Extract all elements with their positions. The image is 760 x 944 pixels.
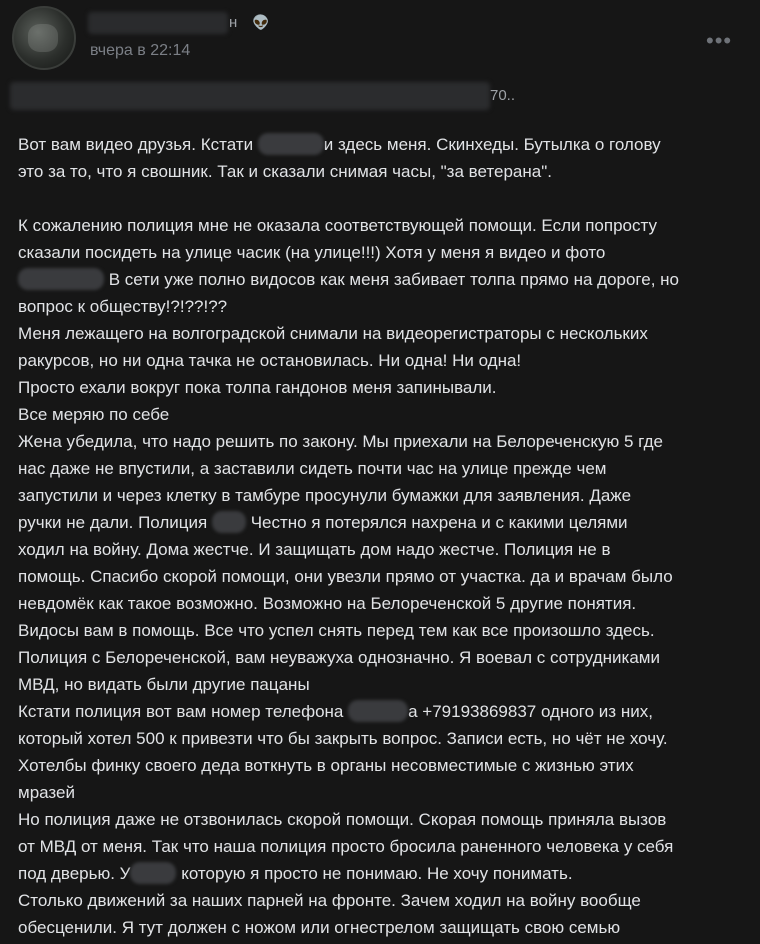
text-segment: и здесь меня. Скинхеды. Бутылка о голову — [323, 135, 661, 154]
author-avatar[interactable] — [12, 6, 76, 70]
text-line: Все меряю по себе — [18, 405, 170, 424]
text-line: сказали посидеть на улице часик (на улице!!!) Хотя у меня я видео и фото — [18, 243, 606, 262]
text-line: Просто ехали вокруг пока толпа гандонов меня запинывали. — [18, 378, 497, 397]
text-line: Меня лежащего на волгоградской снимали на видеорегистраторы с нескольких — [18, 324, 648, 343]
text-segment: Честно я потерялся нахрена и с какими целями — [250, 513, 628, 532]
text-segment: которую я просто не понимаю. Не хочу понимать. — [181, 864, 573, 883]
text-line: Жена убедила, что надо решить по закону. Мы приехали на Белореченскую 5 где — [18, 432, 663, 451]
text-line: К сожалению полиция мне не оказала соответствующей помощи. Если попросту — [18, 216, 657, 235]
post-timestamp[interactable]: вчера в 22:14 — [90, 42, 191, 59]
text-line: Но полиция даже не отзвонилась скорой помощи. Скорая помощь приняла вызов — [18, 810, 667, 829]
text-line: это за то, что я свошник. Так и сказали снимая часы, "за ветерана". — [18, 162, 552, 181]
redaction-blur — [258, 133, 324, 155]
text-line: МВД, но видать были другие пацаны — [18, 675, 310, 694]
text-segment: под дверью. У — [18, 864, 131, 883]
more-options-icon[interactable]: ••• — [706, 28, 733, 53]
paragraph-gap — [18, 185, 750, 212]
author-name-suffix[interactable]: н — [229, 14, 238, 31]
text-line: невдомёк как такое возможно. Возможно на Белореченской 5 другие понятия. — [18, 594, 637, 613]
text-segment: а +79193869837 одного из них, — [408, 702, 653, 721]
redaction-blur — [130, 862, 176, 884]
text-line — [18, 860, 750, 887]
text-line: мразей — [18, 783, 75, 802]
text-line: нас даже не впустили, а заставили сидеть почти час на улице прежде чем — [18, 459, 607, 478]
text-line: помощь. Спасибо скорой помощи, они увезли прямо от участка. да и врачам было — [18, 567, 673, 586]
redaction-blur — [212, 511, 246, 533]
text-line: обесценили. Я тут должен с ножом или огнестрелом защищать свою семью — [18, 918, 621, 937]
text-line: Хотелбы финку своего деда воткнуть в органы несовместимые с жизнью этих — [18, 756, 634, 775]
text-line: ходил на войну. Дома жестче. И защищать дом надо жестче. Полиция не в — [18, 540, 611, 559]
text-line: Видосы вам в помощь. Все что успел снять перед тем как все произошло здесь. — [18, 621, 655, 640]
text-line: ракурсов, но ни одна тачка не остановилась. Ни одна! Ни одна! — [18, 351, 522, 370]
text-line: который хотел 500 к привезти что бы закрыть вопрос. Записи есть, но чёт не хочу. — [18, 729, 668, 748]
link-redacted[interactable] — [10, 82, 490, 110]
text-line: Полиция с Белореченской, вам неуважуха однозначно. Я воевал с сотрудниками — [18, 648, 660, 667]
post-body — [18, 131, 750, 941]
alien-emoji-icon: 👽 — [252, 14, 270, 30]
text-line: Столько движений за наших парней на фронте. Зачем ходил на войну вообще — [18, 891, 641, 910]
author-name-redacted[interactable] — [88, 12, 228, 34]
redaction-blur — [348, 700, 408, 722]
text-line: запустили и через клетку в тамбуре просунули бумажки для заявления. Даже — [18, 486, 632, 505]
text-segment: Кстати полиция вот вам номер телефона — [18, 702, 344, 721]
text-line — [18, 509, 750, 536]
text-line — [18, 266, 750, 293]
text-line: вопрос к обществу!?!??!?? — [18, 297, 228, 316]
text-line — [18, 131, 750, 158]
text-segment: Вот вам видео друзья. Кстати — [18, 135, 254, 154]
text-segment: В сети уже полно видосов как меня забивает толпа прямо на дороге, но — [108, 270, 680, 289]
text-line: от МВД от меня. Так что наша полиция просто бросила раненного человека у себя — [18, 837, 674, 856]
link-suffix[interactable]: 70.. — [490, 87, 516, 104]
text-segment: ручки не дали. Полиция — [18, 513, 208, 532]
redaction-blur — [18, 268, 104, 290]
text-line — [18, 698, 750, 725]
